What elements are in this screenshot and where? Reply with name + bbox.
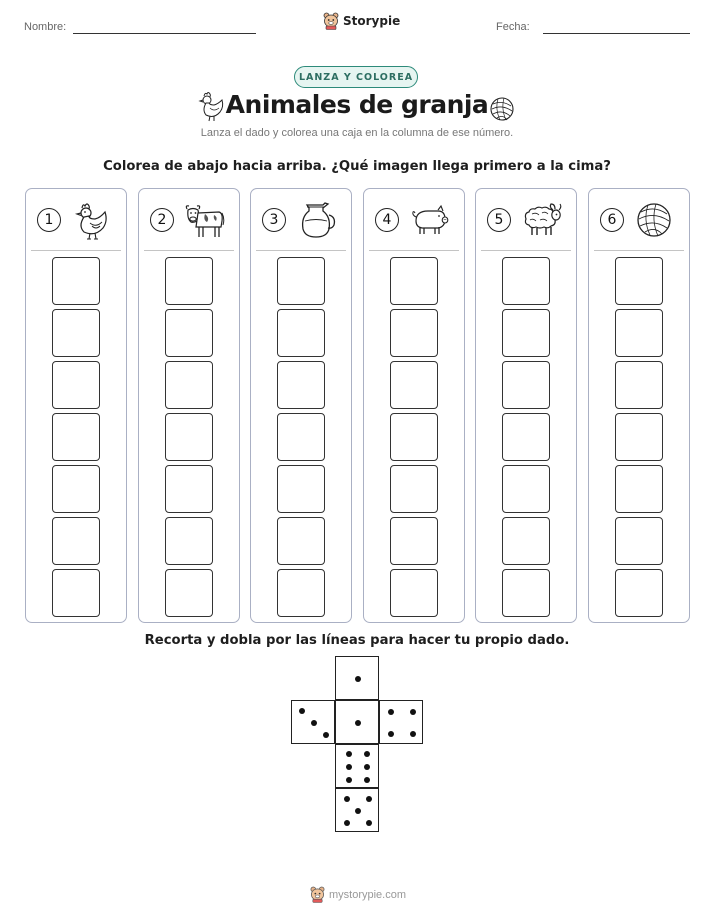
color-box[interactable] [165, 361, 213, 409]
color-box[interactable] [615, 569, 663, 617]
die-pip [344, 820, 350, 826]
color-box[interactable] [502, 413, 550, 461]
page-subtitle: Lanza el dado y colorea una caja en la columna de ese número. [200, 127, 514, 139]
color-box[interactable] [277, 309, 325, 357]
color-box[interactable] [277, 413, 325, 461]
column-6 [588, 188, 690, 623]
date-label: Fecha: [496, 21, 530, 33]
color-box[interactable] [165, 569, 213, 617]
activity-badge: LANZA Y COLOREA [294, 66, 418, 88]
die-face-1 [335, 700, 379, 744]
column-divider [481, 250, 571, 251]
color-box[interactable] [502, 257, 550, 305]
name-label: Nombre: [24, 21, 67, 33]
column-1 [25, 188, 127, 623]
color-box[interactable] [277, 569, 325, 617]
die-pip [364, 751, 370, 757]
color-box[interactable] [615, 413, 663, 461]
column-divider [31, 250, 121, 251]
die-face-4 [379, 700, 423, 744]
cow-icon [183, 199, 225, 241]
color-box[interactable] [390, 361, 438, 409]
footer-url[interactable]: mystorypie.com [329, 888, 407, 901]
date-field-line[interactable] [543, 33, 690, 34]
color-box[interactable] [502, 517, 550, 565]
color-box[interactable] [390, 257, 438, 305]
die-pip [355, 808, 361, 814]
color-box[interactable] [165, 413, 213, 461]
color-box[interactable] [615, 361, 663, 409]
milk-jug-icon [295, 199, 337, 241]
instruction-bottom: Recorta y dobla por las líneas para hacer tu propio dado. [144, 633, 570, 648]
brand-name: Storypie [343, 14, 401, 28]
color-box[interactable] [165, 465, 213, 513]
die-pip [323, 732, 329, 738]
color-box[interactable] [52, 465, 100, 513]
color-box[interactable] [277, 465, 325, 513]
color-box[interactable] [277, 361, 325, 409]
color-box[interactable] [165, 517, 213, 565]
color-box[interactable] [52, 257, 100, 305]
yarn-ball-icon [489, 96, 515, 122]
column-divider [144, 250, 234, 251]
die-pip [346, 751, 352, 757]
die-pip [346, 777, 352, 783]
die-pip [344, 796, 350, 802]
color-box[interactable] [615, 465, 663, 513]
yarn-ball-icon [633, 199, 675, 241]
page-title: Animales de granja [225, 90, 489, 119]
die-pip [410, 709, 416, 715]
column-3 [250, 188, 352, 623]
color-box[interactable] [615, 517, 663, 565]
color-box[interactable] [615, 309, 663, 357]
die-pip [366, 796, 372, 802]
column-divider [256, 250, 346, 251]
column-5 [475, 188, 577, 623]
bear-mascot-icon [310, 886, 325, 903]
column-number: 1 [37, 208, 61, 232]
color-box[interactable] [52, 569, 100, 617]
color-box[interactable] [390, 569, 438, 617]
color-box[interactable] [502, 465, 550, 513]
color-box[interactable] [390, 413, 438, 461]
die-face-5 [335, 788, 379, 832]
color-box[interactable] [390, 309, 438, 357]
color-box[interactable] [502, 569, 550, 617]
die-pip [311, 720, 317, 726]
color-box[interactable] [165, 257, 213, 305]
color-box[interactable] [52, 517, 100, 565]
color-box[interactable] [52, 413, 100, 461]
die-face-1 [335, 656, 379, 700]
die-pip [346, 764, 352, 770]
column-number: 3 [262, 208, 286, 232]
footer [310, 886, 406, 903]
die-pip [410, 731, 416, 737]
column-divider [594, 250, 684, 251]
die-pip [355, 720, 361, 726]
brand-logo [323, 12, 400, 30]
die-pip [388, 731, 394, 737]
die-pip [364, 777, 370, 783]
pig-icon [408, 199, 450, 241]
instruction-top: Colorea de abajo hacia arriba. ¿Qué imagen llega primero a la cima? [103, 159, 611, 174]
die-pip [299, 708, 305, 714]
color-box[interactable] [390, 517, 438, 565]
color-box[interactable] [52, 309, 100, 357]
color-box[interactable] [277, 257, 325, 305]
column-2 [138, 188, 240, 623]
die-pip [366, 820, 372, 826]
color-box[interactable] [52, 361, 100, 409]
color-box[interactable] [277, 517, 325, 565]
color-box[interactable] [615, 257, 663, 305]
hen-icon [70, 199, 112, 241]
column-number: 4 [375, 208, 399, 232]
die-face-3 [291, 700, 335, 744]
column-4 [363, 188, 465, 623]
name-field-line[interactable] [73, 33, 256, 34]
die-pip [355, 676, 361, 682]
sheep-icon [520, 199, 562, 241]
column-number: 6 [600, 208, 624, 232]
color-box[interactable] [390, 465, 438, 513]
bear-mascot-icon [323, 12, 339, 30]
die-face-6 [335, 744, 379, 788]
color-box[interactable] [502, 361, 550, 409]
color-box[interactable] [165, 309, 213, 357]
die-pip [364, 764, 370, 770]
die-pip [388, 709, 394, 715]
column-number: 5 [487, 208, 511, 232]
color-box[interactable] [502, 309, 550, 357]
column-divider [369, 250, 459, 251]
column-number: 2 [150, 208, 174, 232]
